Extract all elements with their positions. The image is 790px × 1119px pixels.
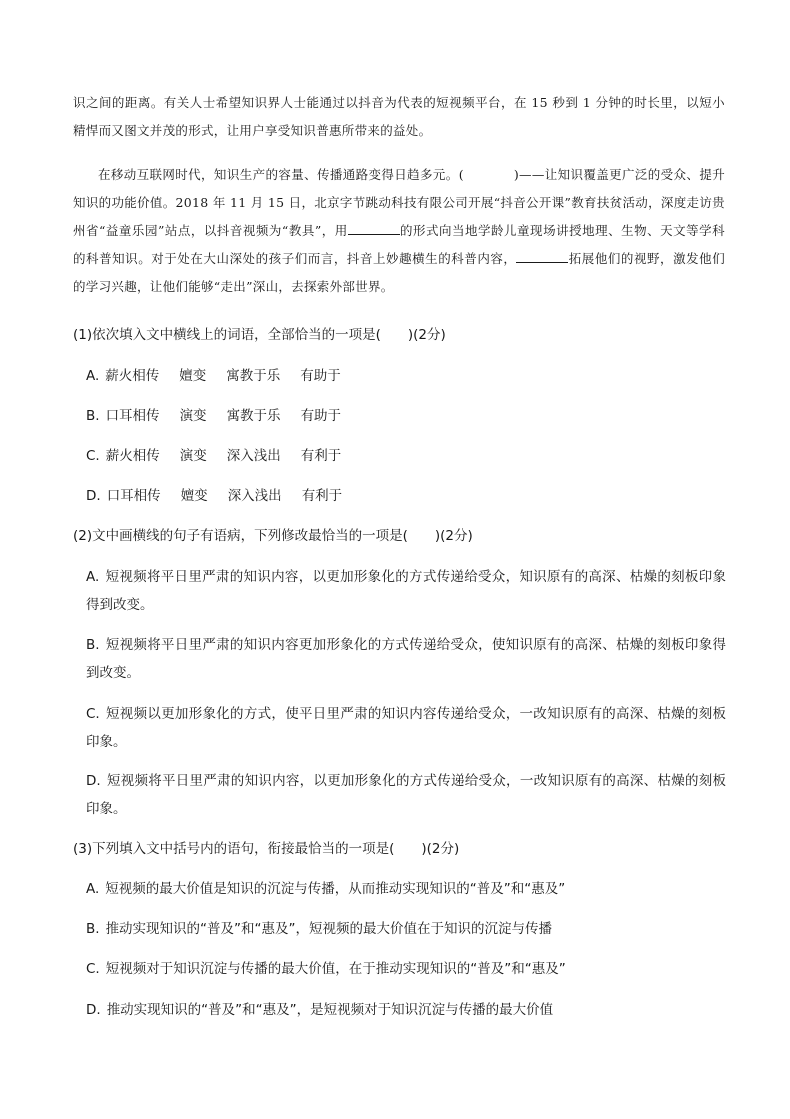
- option-word: 薪火相传: [105, 368, 160, 384]
- passage-text-part: 在移动互联网时代，知识生产的容量、传播通路变得日趋多元。(: [98, 167, 464, 182]
- question-2-option-b: [86, 631, 726, 687]
- question-1-stem: (1)依次填入文中横线上的词语，全部恰当的一项是( )(2分): [73, 327, 446, 343]
- option-word: 寓教于乐: [226, 368, 281, 384]
- option-word: 深入浅出: [227, 488, 282, 504]
- option-text: 短视频将平日里严肃的知识内容，以更加形象化的方式传递给受众，一改知识原有的高深、枯燥的刻板印象。: [86, 773, 726, 817]
- option-word: 嬗变: [179, 368, 207, 384]
- option-text: 短视频将平日里严肃的知识内容，以更加形象化的方式传递给受众，知识原有的高深、枯燥的刻板印象得到改变。: [86, 569, 726, 613]
- option-text: 推动实现知识的“普及”和“惠及”，短视频的最大价值在于知识的沉淀与传播: [105, 921, 553, 937]
- option-text: 短视频以更加形象化的方式，使平日里严肃的知识内容传递给受众，一改知识原有的高深、枯燥的刻板印象。: [86, 706, 726, 750]
- option-letter: D.: [86, 773, 101, 789]
- option-word: 深入浅出: [226, 448, 281, 464]
- question-2-option-c: [86, 700, 726, 756]
- fill-blank-line: [348, 220, 400, 235]
- question-1-option-a: [86, 362, 726, 390]
- passage-text-part: 拓展他们的视野，激发他们的学习兴趣，让他们能够“走出”深山，去探索外部世界。: [73, 251, 726, 294]
- option-word: 口耳相传: [106, 488, 161, 504]
- question-2-option-d: [86, 767, 726, 823]
- question-3-stem: (3)下列填入文中括号内的语句，衔接最恰当的一项是( )(2分): [73, 841, 460, 857]
- option-word: 有助于: [300, 408, 342, 424]
- question-3-option-c: [86, 955, 726, 983]
- option-text: 推动实现知识的“普及”和“惠及”，是短视频对于知识沉淀与传播的最大价值: [106, 1002, 554, 1018]
- question-2-option-a: [86, 563, 726, 619]
- question-1-option-d: [86, 482, 726, 510]
- question-1-option-b: [86, 402, 726, 430]
- option-letter: D.: [86, 488, 101, 504]
- option-letter: C.: [86, 706, 100, 722]
- question-3-option-a: [86, 875, 726, 903]
- option-letter: B.: [86, 637, 100, 653]
- option-letter: A.: [86, 368, 100, 384]
- option-letter: B.: [86, 921, 100, 937]
- fill-blank-line: [516, 248, 568, 263]
- option-word: 口耳相传: [105, 408, 160, 424]
- option-letter: C.: [86, 448, 100, 464]
- passage-text-part: 的形式向当地学龄儿童现场讲授地理、生物、天文等学科的科普知识。对于处在大山深处的孩子们而言，抖音上妙趣横生的科普内容，: [73, 223, 725, 266]
- option-text: 短视频对于知识沉淀与传播的最大价值，在于推动实现知识的“普及”和“惠及”: [105, 961, 566, 977]
- question-3-option-d: [86, 996, 726, 1024]
- option-word: 薪火相传: [105, 448, 160, 464]
- question-1-option-c: [86, 442, 726, 470]
- option-word: 有助于: [300, 368, 341, 384]
- option-letter: D.: [86, 1002, 101, 1018]
- option-text: 短视频将平日里严肃的知识内容更加形象化的方式传递给受众，使知识原有的高深、枯燥的刻板印象得到改变。: [86, 637, 726, 681]
- question-2-stem: (2)文中画横线的句子有语病，下列修改最恰当的一项是( )(2分): [73, 528, 473, 544]
- passage-text: 识之间的距离。有关人士希望知识界人士能通过以抖音为代表的短视频平台，在 15 秒到 1 分钟的时长里，以短小精悍而又图文并茂的形式，让用户享受知识普惠所带来的益处。: [73, 95, 725, 138]
- option-letter: C.: [86, 961, 100, 977]
- option-letter: A.: [86, 881, 100, 897]
- option-letter: B.: [86, 408, 100, 424]
- question-3-option-b: [86, 915, 726, 943]
- option-word: 寓教于乐: [226, 408, 281, 424]
- option-word: 嬗变: [180, 488, 208, 504]
- option-word: 有利于: [301, 488, 343, 504]
- passage-text: [73, 161, 725, 301]
- option-word: 演变: [179, 408, 207, 424]
- option-word: 有利于: [300, 448, 342, 464]
- option-text: 短视频的最大价值是知识的沉淀与传播，从而推动实现知识的“普及”和“惠及”: [105, 881, 566, 897]
- option-word: 演变: [179, 448, 207, 464]
- passage-text-part: )——让知识覆盖更广泛的受众、提升知识的功能价值。2018 年 11 月 15 日，北京字节跳动科技有限公司开展“抖音公开课”教育扶贫活动，深度走访贵州省“益童乐园”站点，以抖音视频为“教具”，用: [73, 167, 725, 238]
- passage-paragraph-2: [73, 161, 725, 301]
- passage-paragraph-1: [73, 89, 725, 145]
- option-letter: A.: [86, 569, 100, 585]
